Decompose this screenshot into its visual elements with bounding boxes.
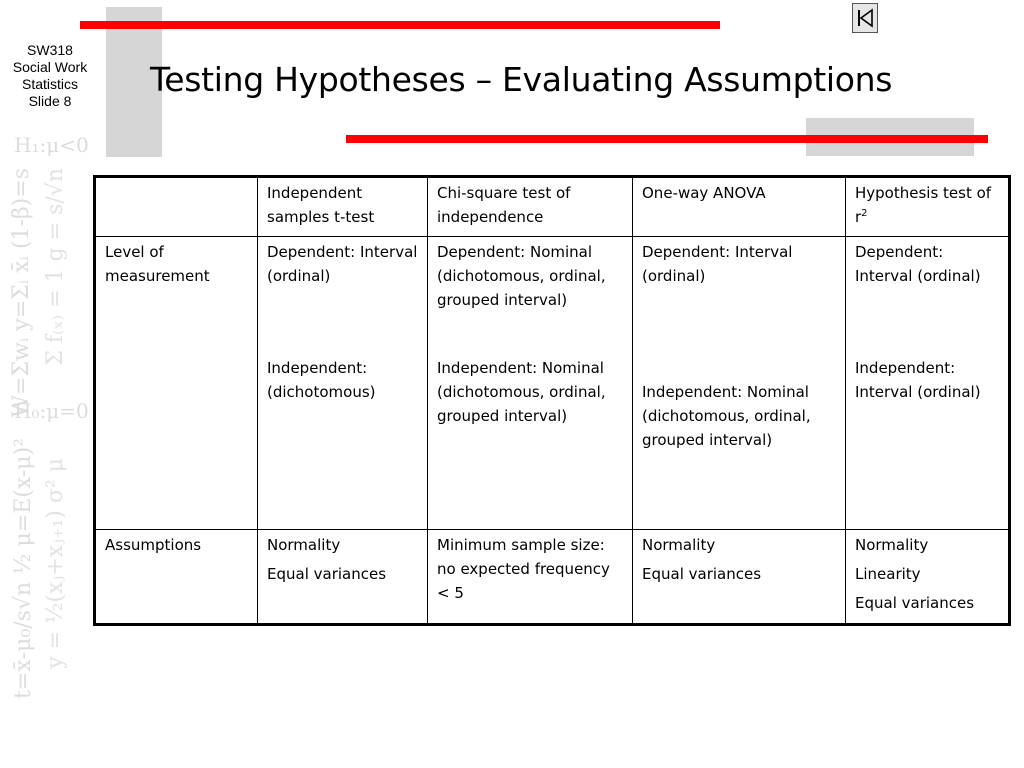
- decor-red-line-bottom: [346, 135, 988, 143]
- table-cell: [633, 237, 846, 530]
- course-label-line: SW318: [27, 42, 73, 58]
- first-slide-button[interactable]: [852, 3, 878, 33]
- table-cell: [428, 530, 633, 625]
- table-header-cell: [846, 177, 1010, 237]
- table-header-row: [95, 177, 1010, 237]
- assumption-item: Normality: [642, 536, 716, 554]
- svg-text:H₁:μ<0: H₁:μ<0: [14, 133, 89, 157]
- decor-red-line-top: [80, 21, 720, 29]
- formula-watermark: [0, 128, 100, 768]
- assumptions-table: [93, 175, 1011, 626]
- assumption-item: Minimum sample size: no expected frequency < 5: [437, 536, 610, 602]
- table-header-cell: One-way ANOVA: [633, 177, 846, 237]
- independent-text: Independent: (dichotomous): [267, 359, 376, 401]
- header-text: Hypothesis test of r: [855, 184, 992, 226]
- assumption-item: Normality: [267, 536, 341, 554]
- assumption-item: Equal variances: [642, 565, 762, 583]
- svg-text:H₀:μ=0: H₀:μ=0: [14, 399, 89, 423]
- table-header-cell: [95, 177, 258, 237]
- row-label: Assumptions: [95, 530, 258, 625]
- page-title: Testing Hypotheses – Evaluating Assumptions: [150, 60, 893, 99]
- svg-text:t=x̄-μ₀/s√n ½ μ=E(x-μ)²: t=x̄-μ₀/s√n ½ μ=E(x-μ)²: [11, 438, 36, 699]
- table-cell: [846, 530, 1010, 625]
- table-cell: [258, 530, 428, 625]
- table-header-cell: Chi-square test of independence: [428, 177, 633, 237]
- course-label-line: Slide 8: [28, 93, 72, 109]
- course-label: [0, 42, 100, 110]
- table-cell: [258, 237, 428, 530]
- course-label-line: Social Work: [12, 59, 88, 75]
- table-cell: [428, 237, 633, 530]
- dependent-text: Dependent: Interval (ordinal): [642, 243, 793, 285]
- independent-text: Independent: Nominal (dichotomous, ordinal, grouped interval): [437, 359, 606, 425]
- independent-text: Independent: Nominal (dichotomous, ordinal, grouped interval): [642, 383, 811, 449]
- table-header-cell: Independent samples t-test: [258, 177, 428, 237]
- independent-text: Independent: Interval (ordinal): [855, 359, 981, 401]
- svg-text:W=Σwᵢ y=Σᵢ x̄ᵢ (1-β)=s: W=Σwᵢ y=Σᵢ x̄ᵢ (1-β)=s: [9, 168, 34, 418]
- svg-text:y = ½(xⱼ+xⱼ₊₁) σ² μ: y = ½(xⱼ+xⱼ₊₁) σ² μ: [43, 458, 68, 669]
- superscript-2: 2: [861, 208, 868, 219]
- table-row: [95, 530, 1010, 625]
- first-slide-icon: [855, 7, 875, 29]
- assumption-item: Linearity: [855, 565, 921, 583]
- row-label: Level of measurement: [95, 237, 258, 530]
- table-cell: [846, 237, 1010, 530]
- table-cell: [633, 530, 846, 625]
- table-row: [95, 237, 1010, 530]
- assumption-item: Equal variances: [267, 565, 387, 583]
- dependent-text: Dependent: Interval (ordinal): [855, 243, 981, 285]
- course-label-line: Statistics: [21, 76, 78, 92]
- svg-text:Σ f₍ₓ₎ = 1 g = s/√n: Σ f₍ₓ₎ = 1 g = s/√n: [43, 168, 68, 366]
- assumption-item: Normality: [855, 536, 929, 554]
- assumption-item: Equal variances: [855, 594, 975, 612]
- dependent-text: Dependent: Interval (ordinal): [267, 243, 418, 285]
- dependent-text: Dependent: Nominal (dichotomous, ordinal, grouped interval): [437, 243, 606, 309]
